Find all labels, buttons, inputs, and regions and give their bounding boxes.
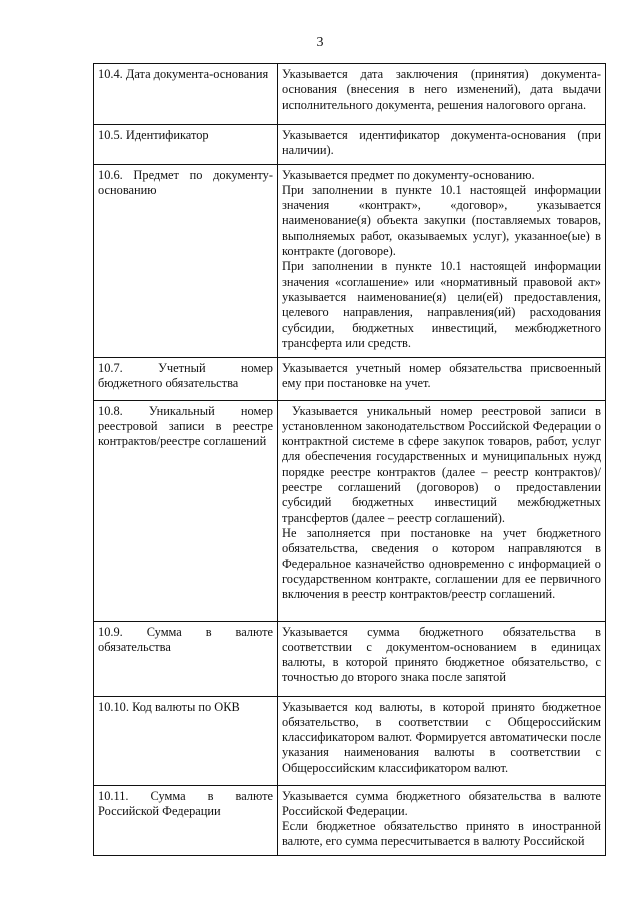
page-number: 3 <box>316 35 324 50</box>
field-name: 10.11. Сумма в валюте Российской Федерации <box>94 785 278 855</box>
field-name: 10.8. Уникальный номер реестровой записи в реестре контрактов/реестре соглашений <box>94 400 278 621</box>
field-name: 10.7. Учетный номер бюджетного обязательства <box>94 357 278 400</box>
field-description <box>278 164 606 357</box>
description-paragraph: Не заполняется при постановке на учет бюджетного обязательства, сведения о котором направляются в Федеральное казначейство одновременно с информацией о государственном контракте, соглашении для ее первичного включения в реестр контрактов/реестр соглашений. <box>282 525 601 602</box>
table-row <box>94 400 606 621</box>
field-name: 10.4. Дата документа-основания <box>94 64 278 125</box>
field-description <box>278 357 606 400</box>
table-row <box>94 785 606 855</box>
table-row <box>94 696 606 785</box>
description-paragraph: Указывается сумма бюджетного обязательства в валюте Российской Федерации. <box>282 788 601 818</box>
description-paragraph: Указывается сумма бюджетного обязательства в соответствии с документом-основанием в единицах валюты, в которой принято бюджетное обязательство, с точностью до второго знака после запятой <box>282 624 601 685</box>
table-row <box>94 164 606 357</box>
field-description <box>278 621 606 696</box>
field-name: 10.5. Идентификатор <box>94 125 278 165</box>
field-description <box>278 64 606 125</box>
field-name: 10.10. Код валюты по ОКВ <box>94 696 278 785</box>
description-paragraph: При заполнении в пункте 10.1 настоящей информации значения «соглашение» или «нормативный правовой акт» указывается наименование(я) цели(ей) предоставления, целевого направления, направления(ий) расходования субсидии, бюджетных инвестиций, межбюджетного трансферта или средств. <box>282 259 601 350</box>
table-row <box>94 64 606 125</box>
description-paragraph: Если бюджетное обязательство принято в иностранной валюте, его сумма пересчитывается в валюту Российской <box>282 819 601 849</box>
field-description <box>278 785 606 855</box>
field-name: 10.6. Предмет по документу-основанию <box>94 164 278 357</box>
description-paragraph: Указывается код валюты, в которой принято бюджетное обязательство, в соответствии с Общероссийским классификатором валют. Формируется автоматически после указания наименования валюты в соответствии с Общероссийским классификатором валют. <box>282 699 601 775</box>
table-row <box>94 125 606 165</box>
description-paragraph: Указывается дата заключения (принятия) документа-основания (внесения в него изменений), дата выдачи исполнительного документа, решения налогового органа. <box>282 67 601 112</box>
description-paragraph: Указывается идентификатор документа-основания (при наличии). <box>282 128 601 158</box>
field-description <box>278 125 606 165</box>
description-paragraph: Указывается учетный номер обязательства присвоенный ему при постановке на учет. <box>282 360 601 390</box>
field-name: 10.9. Сумма в валюте обязательства <box>94 621 278 696</box>
fields-table <box>93 63 606 856</box>
description-paragraph: Указывается уникальный номер реестровой записи в установленном законодательством Российской Федерации о контрактной системе в сфере закупок товаров, работ, услуг для обеспечения государственных и муниципальных нужд порядке реестре контрактов (далее – реестр контрактов)/реестре соглашений (договоров) о предоставлении субсидий бюджетных инвестиций межбюджетных трансфертов (далее – реестр соглашений). <box>282 403 601 525</box>
table-row <box>94 357 606 400</box>
description-paragraph: При заполнении в пункте 10.1 настоящей информации значения «контракт», «договор», указывается наименование(я) объекта закупки (поставляемых товаров, выполняемых работ, оказываемых услуг), указанное(ые) в контракте (договоре). <box>282 182 601 259</box>
description-paragraph: Указывается предмет по документу-основанию. <box>282 167 535 182</box>
table-row <box>94 621 606 696</box>
field-description <box>278 400 606 621</box>
field-description <box>278 696 606 785</box>
